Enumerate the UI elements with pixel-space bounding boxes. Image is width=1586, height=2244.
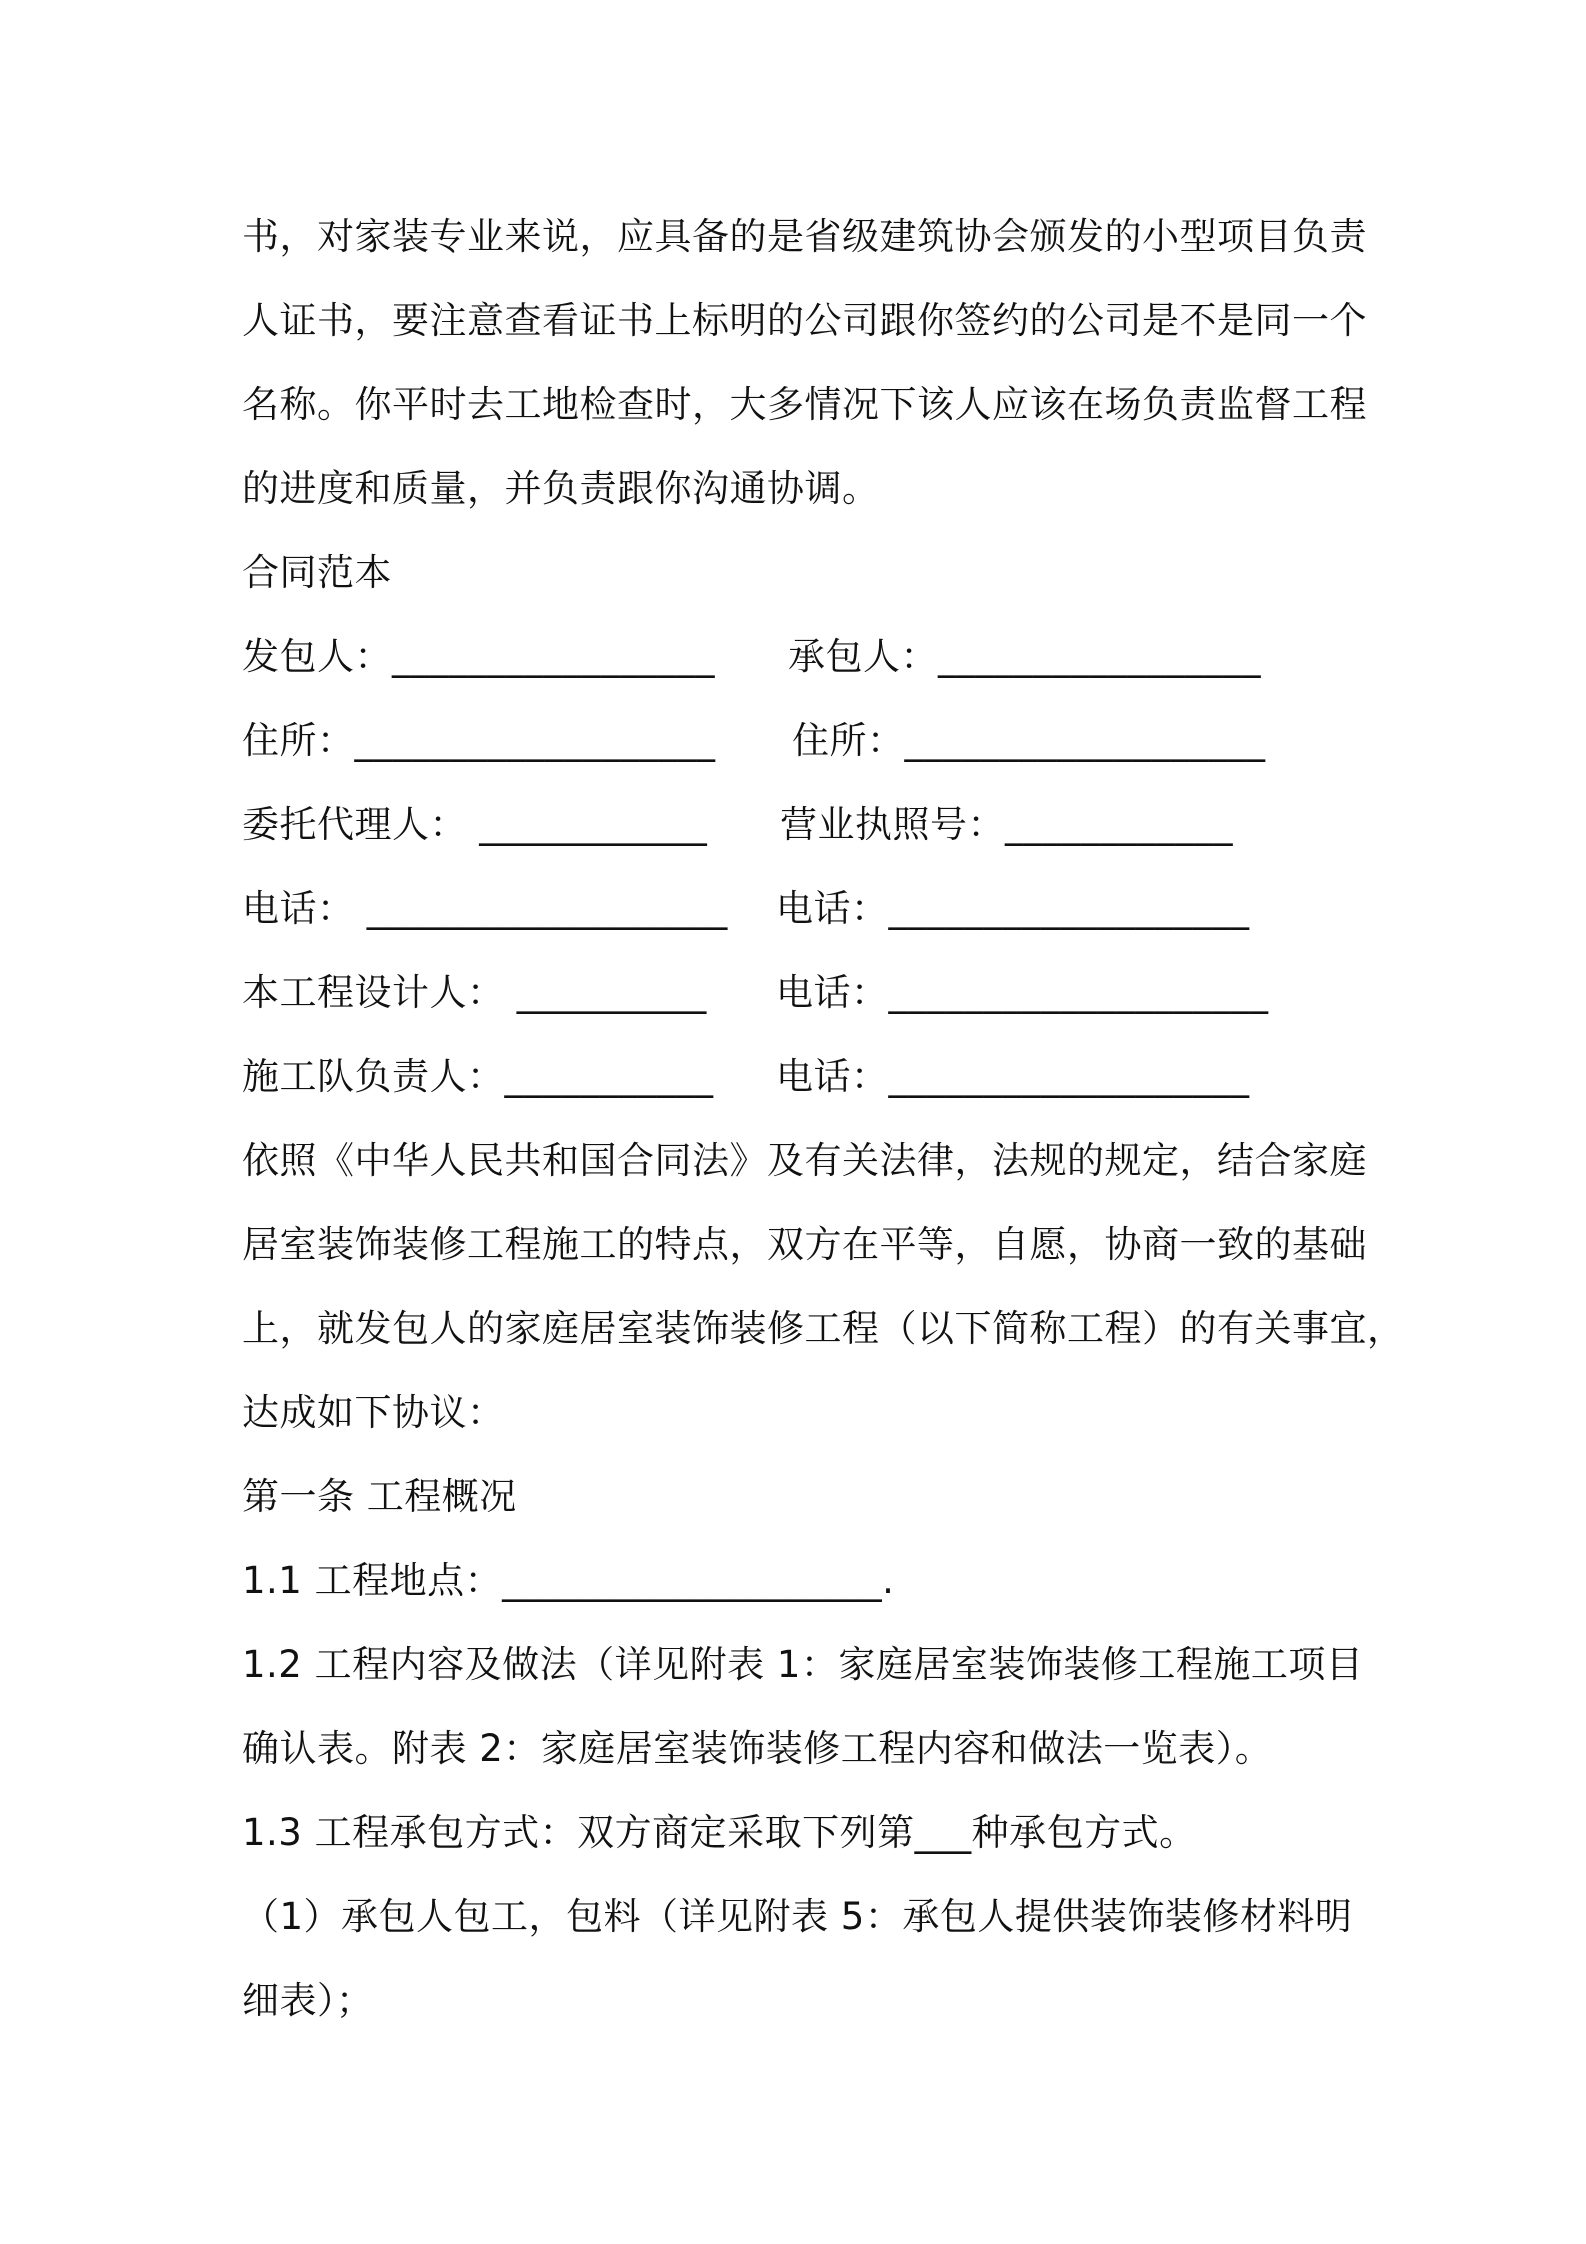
intro-line-4: 的进度和质量，并负责跟你沟通协调。 [242,467,880,510]
clause-1-3-option-1-line-2: 细表）； [242,1979,374,2022]
employer-field: 发包人：_________________ [242,635,715,678]
basis-line-2: 居室装饰装修工程施工的特点，双方在平等，自愿，协商一致的基础 [242,1223,1367,1266]
clause-1-2-line-2: 确认表。附表 2：家庭居室装饰装修工程内容和做法一览表）。 [242,1727,1273,1770]
article-1-title: 第一条 工程概况 [242,1475,517,1518]
designer-phone-field: 电话：____________________ [776,971,1269,1014]
clause-1-1: 1.1 工程地点：____________________. [242,1559,895,1602]
designer-field: 本工程设计人： __________ [242,971,707,1014]
basis-line-4: 达成如下协议： [242,1391,505,1434]
employer-phone-field: 电话： ___________________ [242,887,728,930]
intro-line-2: 人证书，要注意查看证书上标明的公司跟你签约的公司是不是同一个 [242,299,1367,342]
basis-line-3: 上，就发包人的家庭居室装饰装修工程（以下简称工程）的有关事宜， [242,1307,1405,1350]
clause-1-3: 1.3 工程承包方式：双方商定采取下列第___种承包方式。 [242,1811,1197,1854]
contractor-field: 承包人：_________________ [788,635,1261,678]
contractor-address-field: 住所：___________________ [792,719,1266,762]
intro-line-3: 名称。你平时去工地检查时，大多情况下该人应该在场负责监督工程 [242,383,1367,426]
employer-address-field: 住所：___________________ [242,719,716,762]
agent-field: 委托代理人： ____________ [242,803,708,846]
clause-1-2-line-1: 1.2 工程内容及做法（详见附表 1：家庭居室装饰装修工程施工项目 [242,1643,1364,1686]
clause-1-3-option-1-line-1: （1）承包人包工，包料（详见附表 5：承包人提供装饰装修材料明 [242,1895,1353,1938]
intro-line-1: 书，对家装专业来说，应具备的是省级建筑协会颁发的小型项目负责 [242,215,1367,258]
team-leader-field: 施工队负责人：___________ [242,1055,714,1098]
business-license-field: 营业执照号：____________ [780,803,1233,846]
contractor-phone-field: 电话：___________________ [776,887,1250,930]
basis-line-1: 依照《中华人民共和国合同法》及有关法律，法规的规定，结合家庭 [242,1139,1367,1182]
contract-title: 合同范本 [242,551,392,594]
team-leader-phone-field: 电话：___________________ [776,1055,1250,1098]
